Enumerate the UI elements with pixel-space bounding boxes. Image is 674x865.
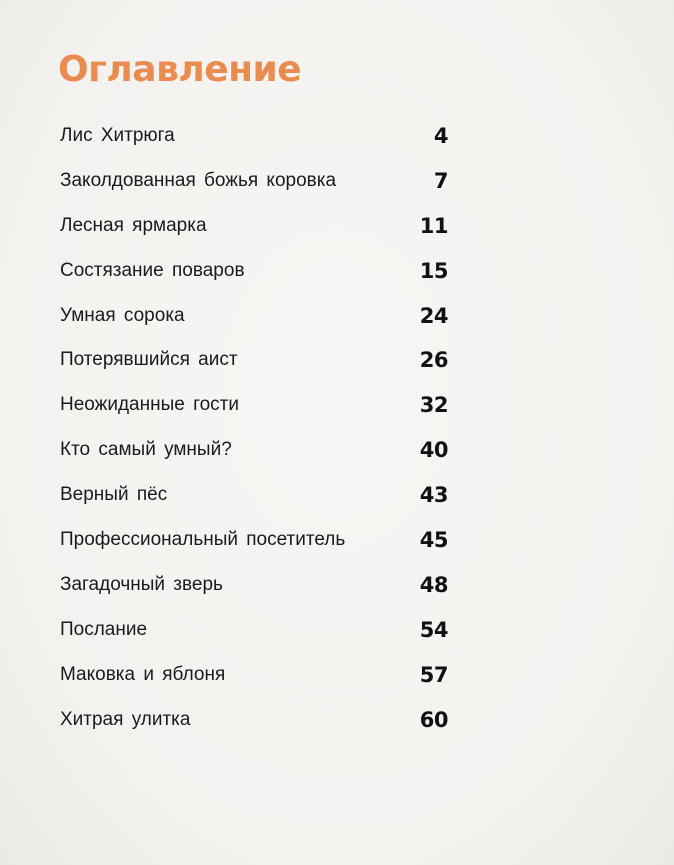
toc-entry-page: 7 xyxy=(433,168,448,193)
toc-entry xyxy=(60,302,450,347)
toc-entry-title: Послание xyxy=(60,618,148,640)
toc-entry-page: 26 xyxy=(419,348,448,373)
toc-heading: Оглавление xyxy=(58,49,302,90)
toc-entry-page: 57 xyxy=(419,662,448,687)
toc-entry-title: Неожиданные гости xyxy=(60,394,240,416)
toc-entry-page: 48 xyxy=(419,572,448,597)
toc-entry xyxy=(60,616,450,661)
toc-entry-title: Состязание поваров xyxy=(60,259,245,281)
toc-entry-page: 45 xyxy=(419,528,448,553)
toc-entry xyxy=(60,571,450,616)
toc-entry xyxy=(60,167,450,212)
toc-entry xyxy=(60,481,450,526)
toc-entry-title: Умная сорока xyxy=(60,304,185,326)
toc-entry-page: 40 xyxy=(419,438,448,463)
toc-entry-page: 11 xyxy=(419,213,448,238)
toc-entry xyxy=(60,526,450,571)
toc-entry-page: 24 xyxy=(419,303,448,328)
toc-entry xyxy=(60,212,450,257)
toc-entry-title: Хитрая улитка xyxy=(60,708,191,730)
toc-entry-title: Потерявшийся аист xyxy=(60,349,238,371)
toc-entry xyxy=(60,661,450,706)
toc-entry-title: Верный пёс xyxy=(60,484,168,506)
table-of-contents xyxy=(60,122,450,750)
toc-entry-title: Профессиональный посетитель xyxy=(60,529,346,551)
toc-entry xyxy=(60,257,450,302)
toc-entry-page: 15 xyxy=(419,258,448,283)
toc-entry-title: Лис Хитрюга xyxy=(60,125,175,146)
toc-entry-page: 60 xyxy=(419,707,448,732)
toc-entry-title: Лесная ярмарка xyxy=(60,214,207,236)
toc-entry-title: Кто самый умный? xyxy=(60,439,232,461)
toc-entry-title: Маковка и яблоня xyxy=(60,663,226,685)
toc-entry-page: 43 xyxy=(419,483,448,508)
toc-entry-title: Загадочный зверь xyxy=(60,573,223,595)
toc-entry xyxy=(60,122,450,167)
toc-entry-title: Заколдованная божья коровка xyxy=(60,169,337,191)
toc-entry-page: 32 xyxy=(419,393,448,418)
toc-entry-page: 4 xyxy=(433,124,448,148)
toc-entry xyxy=(60,391,450,436)
toc-entry xyxy=(60,706,450,751)
toc-entry-page: 54 xyxy=(419,617,448,642)
toc-entry xyxy=(60,436,450,481)
toc-entry xyxy=(60,346,450,391)
